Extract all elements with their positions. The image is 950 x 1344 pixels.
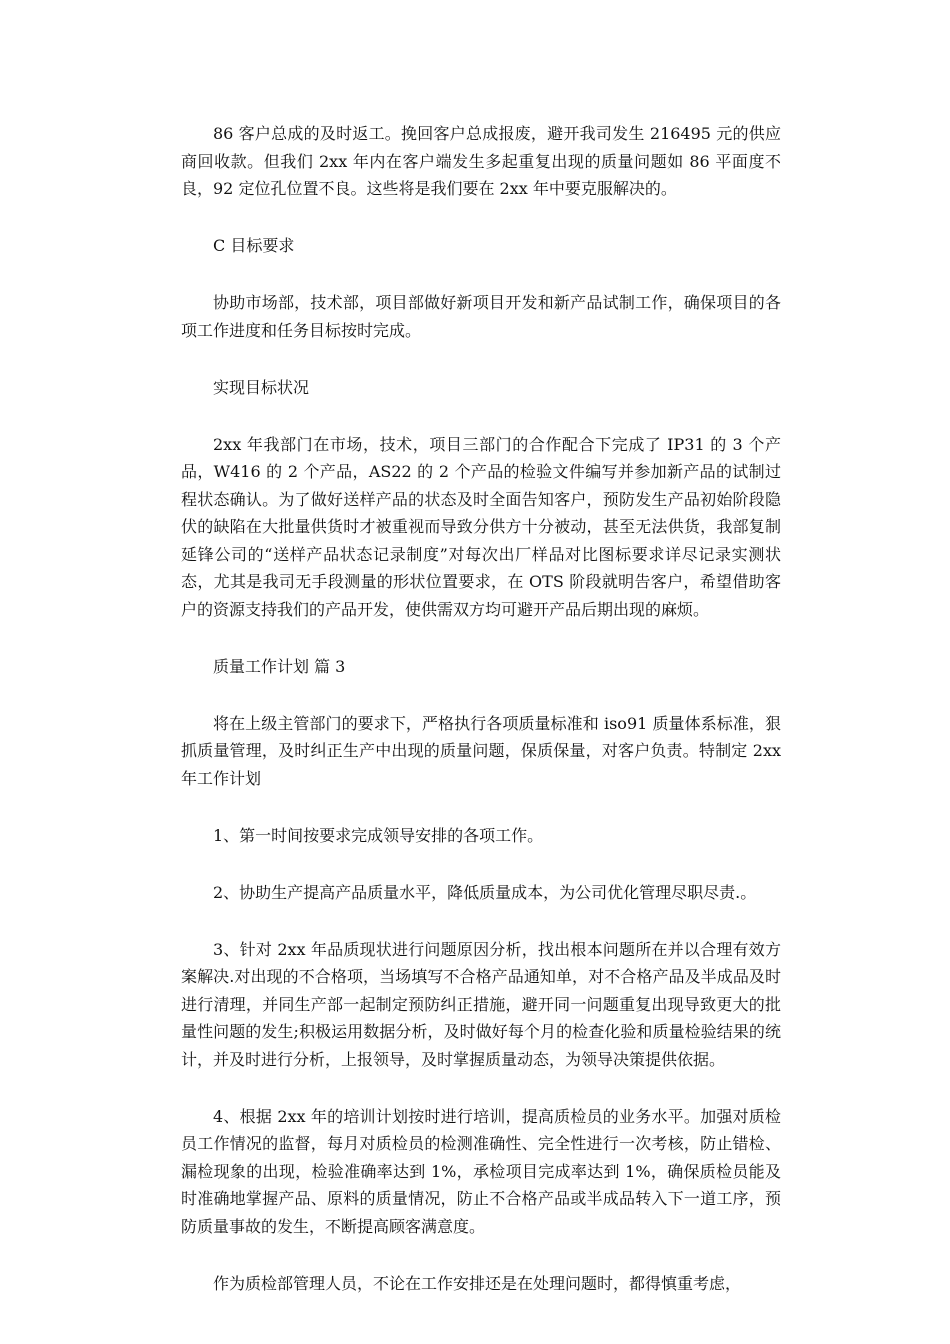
list-item-2: 2、协助生产提高产品质量水平，降低质量成本，为公司优化管理尽职尽责.。 xyxy=(213,882,757,902)
paragraph-quality-standards: 将在上级主管部门的要求下，严格执行各项质量标准和 iso91 质量体系标准，狠抓质量管理，及时纠正生产中出现的质量问题，保质保量，对客户负责。特制定 2xx 年工作计划 xyxy=(181,713,781,788)
paragraph-manager-note: 作为质检部管理人员，不论在工作安排还是在处理问题时，都得慎重考虑， xyxy=(213,1273,742,1293)
heading-target-status: 实现目标状况 xyxy=(213,377,310,397)
document-page xyxy=(181,120,781,1327)
paragraph-new-product-inspection: 2xx 年我部门在市场，技术，项目三部门的合作配合下完成了 IP31 的 3 个产品，W416 的 2 个产品，AS22 的 2 个产品的检验文件编写并参加新产品的试制过程状态确认。为了做好送样产品的状态及时全面告知客户，预防发生产品初始阶段隐伏的缺陷在大批量供货时才被重视而导致分供方十分被动，甚至无法供货，我部复制延锋公司的“送样产品状态记录制度”对每次出厂样品对比图标要求详尽记录实测状态，尤其是我司无手段测量的形状位置要求，在 OTS 阶段就明告客户，希望借助客户的资源支持我们的产品开发，使供需双方均可避开产品后期出现的麻烦。 xyxy=(181,434,781,619)
heading-quality-plan-part3: 质量工作计划 篇 3 xyxy=(213,656,346,676)
heading-target-requirements: C 目标要求 xyxy=(213,236,295,255)
list-item-1: 1、第一时间按要求完成领导安排的各项工作。 xyxy=(213,825,544,845)
list-item-3: 3、针对 2xx 年品质现状进行问题原因分析，找出根本问题所在并以合理有效方案解决.对出现的不合格项，当场填写不合格产品通知单，对不合格产品及半成品及时进行清理，并同生产部一起制定预防纠正措施，避开同一问题重复出现导致更大的批量性问题的发生;积极运用数据分析，及时做好每个月的检查化验和质量检验结果的统计，并及时进行分析，上报领导，及时掌握质量动态，为领导决策提供依据。 xyxy=(181,939,781,1069)
paragraph-assist-departments: 协助市场部，技术部，项目部做好新项目开发和新产品试制工作，确保项目的各项工作进度和任务目标按时完成。 xyxy=(181,293,781,340)
list-item-4: 4、根据 2xx 年的培训计划按时进行培训，提高质检员的业务水平。加强对质检员工作情况的监督，每月对质检员的检测准确性、完全性进行一次考核，防止错检、漏检现象的出现，检验准确率达到 1%，承检项目完成率达到 1%，确保质检员能及时准确地掌握产品、原料的质量情况，防止不合格产品或半成品转入下一道工序，预防质量事故的发生，不断提高顾客满意度。 xyxy=(181,1106,781,1236)
paragraph-rework-summary: 86 客户总成的及时返工。挽回客户总成报废，避开我司发生 216495 元的供应商回收款。但我们 2xx 年内在客户端发生多起重复出现的质量问题如 86 平面度不良，92 定位孔位置不良。这些将是我们要在 2xx 年中要克服解决的。 xyxy=(181,124,781,198)
